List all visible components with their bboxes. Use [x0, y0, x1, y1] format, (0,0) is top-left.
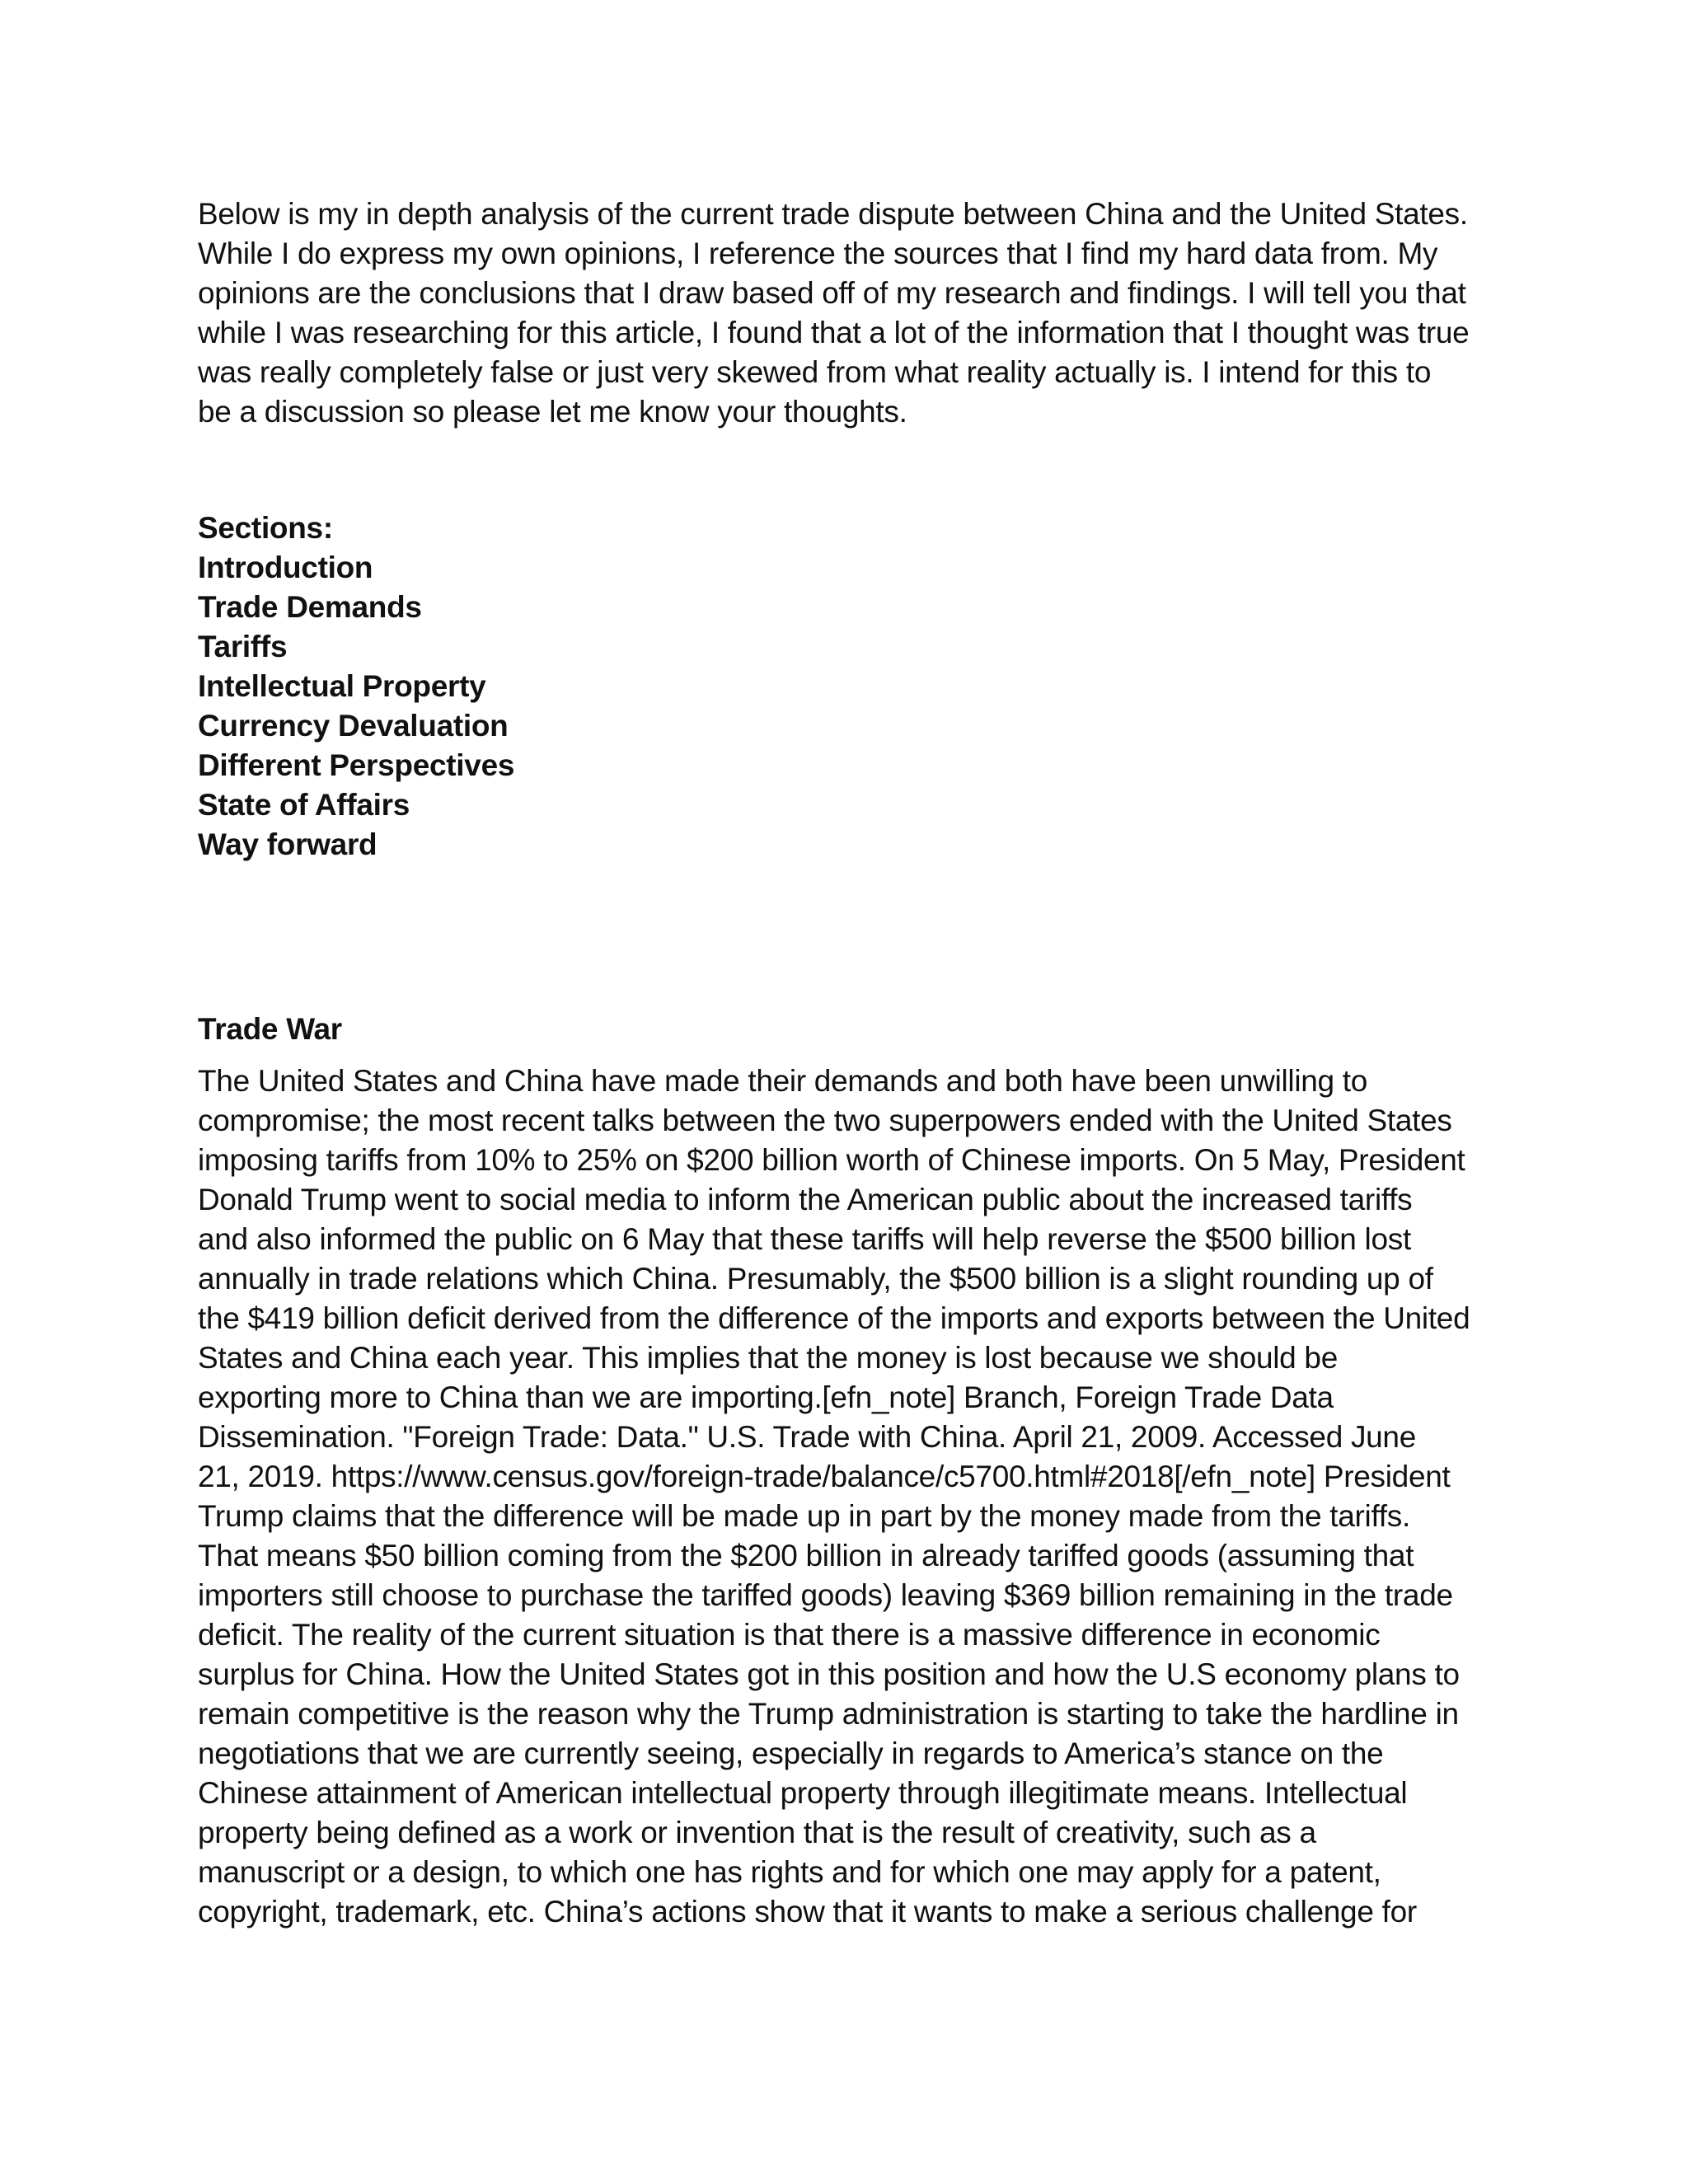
body-line: surplus for China. How the United States got in this position and how the U.S economy plans to	[198, 1657, 1460, 1691]
body-line: compromise; the most recent talks between the two superpowers ended with the United States	[198, 1104, 1452, 1137]
section-item: Introduction	[198, 551, 373, 584]
intro-line: was really completely false or just very skewed from what reality actually is. I intend for this to	[198, 355, 1432, 389]
intro-line: While I do express my own opinions, I reference the sources that I find my hard data from. My	[198, 237, 1438, 270]
body-line: importers still choose to purchase the tariffed goods) leaving $369 billion remaining in the trade	[198, 1578, 1453, 1612]
body-line: annually in trade relations which China. Presumably, the $500 billion is a slight rounding up of	[198, 1262, 1433, 1296]
section-item: State of Affairs	[198, 788, 410, 822]
section-item: Currency Devaluation	[198, 709, 509, 743]
body-line: imposing tariffs from 10% to 25% on $200 billion worth of Chinese imports. On 5 May, President	[198, 1143, 1465, 1177]
intro-line: be a discussion so please let me know your thoughts.	[198, 395, 907, 429]
section-item: Trade Demands	[198, 590, 422, 624]
trade-war-heading: Trade War	[198, 1012, 342, 1046]
body-line: and also informed the public on 6 May that these tariffs will help reverse the $500 billion lost	[198, 1222, 1411, 1256]
body-line: remain competitive is the reason why the Trump administration is starting to take the hardline in	[198, 1697, 1459, 1731]
body-line: property being defined as a work or invention that is the result of creativity, such as a	[198, 1816, 1316, 1849]
body-line: copyright, trademark, etc. China’s actions show that it wants to make a serious challenge for	[198, 1895, 1417, 1929]
sections-heading: Sections:	[198, 511, 333, 545]
intro-line: while I was researching for this article, I found that a lot of the information that I thought was true	[198, 316, 1470, 349]
section-item: Way forward	[198, 827, 377, 861]
body-line: That means $50 billion coming from the $200 billion in already tariffed goods (assuming that	[198, 1539, 1414, 1572]
body-line: deficit. The reality of the current situation is that there is a massive difference in economic	[198, 1618, 1381, 1652]
body-line: negotiations that we are currently seeing, especially in regards to America’s stance on the	[198, 1736, 1384, 1770]
section-item: Tariffs	[198, 630, 288, 663]
body-line: The United States and China have made their demands and both have been unwilling to	[198, 1064, 1368, 1098]
body-line: Dissemination. "Foreign Trade: Data." U.S. Trade with China. April 21, 2009. Accessed June	[198, 1420, 1416, 1454]
body-line: the $419 billion deficit derived from the difference of the imports and exports between the United	[198, 1301, 1470, 1335]
section-item: Intellectual Property	[198, 669, 486, 703]
body-line: 21, 2019. https://www.census.gov/foreign-trade/balance/c5700.html#2018[/efn_note] President	[198, 1460, 1451, 1493]
body-line: Chinese attainment of American intellectual property through illegitimate means. Intellectual	[198, 1776, 1408, 1810]
body-line: manuscript or a design, to which one has rights and for which one may apply for a patent,	[198, 1855, 1381, 1889]
intro-line: opinions are the conclusions that I draw based off of my research and findings. I will tell you that	[198, 276, 1466, 310]
intro-line: Below is my in depth analysis of the current trade dispute between China and the United States.	[198, 197, 1468, 231]
body-line: Donald Trump went to social media to inform the American public about the increased tariffs	[198, 1183, 1413, 1216]
body-line: exporting more to China than we are importing.[efn_note] Branch, Foreign Trade Data	[198, 1380, 1334, 1414]
body-line: States and China each year. This implies that the money is lost because we should be	[198, 1341, 1338, 1375]
section-item: Different Perspectives	[198, 748, 515, 782]
body-line: Trump claims that the difference will be made up in part by the money made from the tariffs.	[198, 1499, 1410, 1533]
